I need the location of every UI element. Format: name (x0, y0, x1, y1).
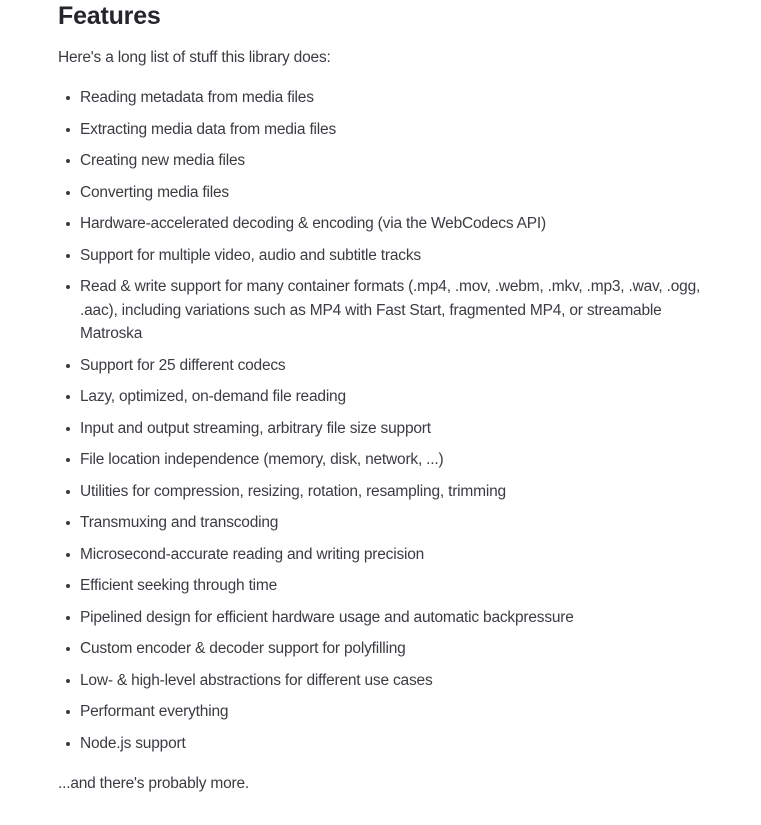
bullet-icon (66, 679, 70, 683)
feature-text: Utilities for compression, resizing, rotation, resampling, trimming (80, 482, 506, 500)
bullet-icon (66, 128, 70, 132)
feature-text: Low- & high-level abstractions for different use cases (80, 671, 433, 689)
feature-list-item (58, 700, 711, 724)
feature-list-item (58, 732, 711, 756)
feature-text: File location independence (memory, disk, network, ...) (80, 451, 444, 468)
bullet-icon (66, 395, 70, 399)
feature-list-item (58, 480, 711, 504)
bullet-icon (66, 96, 70, 100)
page-title: Features (58, 2, 161, 30)
bullet-icon (66, 191, 70, 195)
feature-list-item (58, 118, 711, 142)
feature-text: Hardware-accelerated decoding & encoding (via the WebCodecs API) (80, 215, 546, 232)
bullet-icon (66, 584, 70, 588)
feature-text: Performant everything (80, 703, 229, 720)
feature-list-item (58, 275, 711, 346)
feature-text: Microsecond-accurate reading and writing precision (80, 545, 425, 563)
feature-list-item (58, 543, 711, 567)
feature-text: Read & write support for many container formats (.mp4, .mov, .webm, .mkv, .mp3, .wav, .ogg, .aac), including variations such as MP4 with Fast Start, fragmented MP4, or streamable Matroska (80, 278, 701, 342)
feature-text: Custom encoder & decoder support for polyfilling (80, 640, 406, 657)
bullet-icon (66, 222, 70, 226)
feature-text: Pipelined design for efficient hardware usage and automatic backpressure (80, 608, 574, 626)
intro-paragraph: Here's a long list of stuff this library does: (58, 49, 331, 66)
bullet-icon (66, 742, 70, 746)
feature-list-item (58, 574, 711, 598)
feature-text: Support for 25 different codecs (80, 356, 286, 374)
feature-list-item (58, 669, 711, 693)
feature-list-item (58, 354, 711, 378)
feature-text: Efficient seeking through time (80, 577, 278, 594)
feature-text: Transmuxing and transcoding (80, 514, 279, 531)
bullet-icon (66, 427, 70, 431)
feature-text: Reading metadata from media files (80, 89, 314, 106)
bullet-icon (66, 710, 70, 714)
bullet-icon (66, 254, 70, 258)
feature-list-item (58, 637, 711, 661)
feature-text: Input and output streaming, arbitrary file size support (80, 419, 431, 437)
feature-list-item (58, 181, 711, 205)
bullet-icon (66, 364, 70, 368)
bullet-icon (66, 458, 70, 462)
bullet-icon (66, 285, 70, 289)
feature-text: Node.js support (80, 734, 186, 752)
feature-text: Converting media files (80, 183, 229, 201)
feature-list-item (58, 385, 711, 409)
feature-list-item (58, 606, 711, 630)
bullet-icon (66, 521, 70, 525)
feature-text: Creating new media files (80, 152, 245, 169)
bullet-icon (66, 616, 70, 620)
feature-list-item (58, 511, 711, 535)
bullet-icon (66, 553, 70, 557)
features-list (58, 86, 711, 755)
bullet-icon (66, 647, 70, 651)
bullet-icon (66, 159, 70, 163)
feature-list-item (58, 86, 711, 110)
feature-text: Lazy, optimized, on-demand file reading (80, 388, 346, 405)
bullet-icon (66, 490, 70, 494)
feature-text: Support for multiple video, audio and subtitle tracks (80, 246, 421, 264)
feature-list-item (58, 244, 711, 268)
feature-list-item (58, 149, 711, 173)
feature-list-item (58, 448, 711, 472)
feature-list-item (58, 212, 711, 236)
closing-paragraph: ...and there's probably more. (58, 775, 250, 792)
feature-list-item (58, 417, 711, 441)
feature-text: Extracting media data from media files (80, 120, 337, 138)
